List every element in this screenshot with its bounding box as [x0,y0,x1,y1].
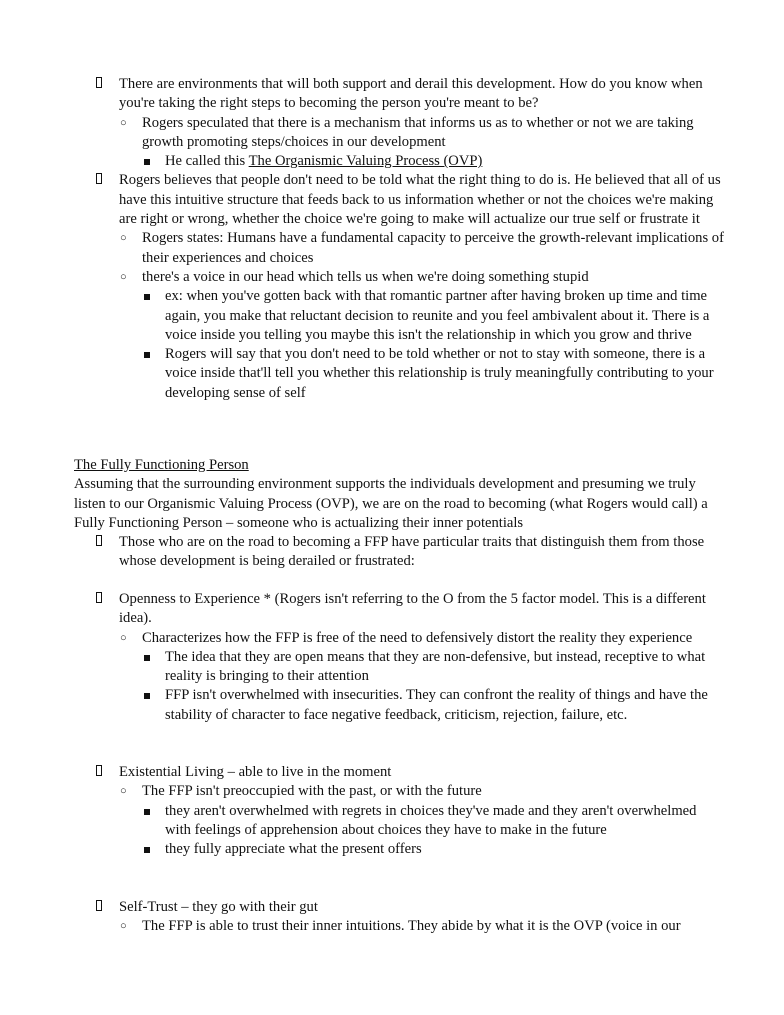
ffp-heading: The Fully Functioning Person [74,457,249,473]
list-item [0,898,784,917]
circle-bullet-icon: ○ [120,785,127,798]
list-item [0,629,784,648]
square-bullet-icon [144,159,150,165]
item-text: There are environments that will both support and derail this development. How do you know when you're taking the right steps to becoming the person you're meant to be? [119,76,703,112]
list-item [0,782,784,801]
list-item [0,268,784,287]
item-text: they aren't overwhelmed with regrets in choices they've made and they aren't overwhelmed with feelings of apprehension about choices they have to make in the future [165,802,697,838]
square-bullet-icon [144,847,150,853]
paragraph: Assuming that the surrounding environment supports the individuals development and presuming we truly listen to our Organismic Valuing Process (OVP), we are on the road to becoming (what Rogers would call) a Fully Functioning Person – someone who is actualizing their inner potentials [74,476,708,531]
circle-bullet-icon: ○ [120,232,127,245]
circle-bullet-icon: ○ [120,116,127,129]
list-item [0,686,784,725]
list-item [0,648,784,687]
circle-bullet-icon: ○ [120,270,127,283]
square-bullet-icon [144,352,150,358]
list-item [0,114,784,153]
ffp-section [0,456,784,572]
item-text: there's a voice in our head which tells us when we're doing something stupid [142,268,589,285]
list-item [0,229,784,268]
list-item [0,171,784,229]
box-bullet-icon [95,533,104,547]
item-text: ex: when you've gotten back with that romantic partner after having broken up time and time again, you make that reluctant decision to reunite and you feel ambivalent about it. There is a voice inside you telling you maybe this isn't the relationship in which you grow and thrive [165,288,710,343]
list-item [0,75,784,114]
item-text: Existential Living – able to live in the moment [119,764,392,780]
item-text: He called this [165,153,249,170]
list-item [0,802,784,841]
list-item [0,917,784,936]
item-text: they fully appreciate what the present offers [165,841,422,858]
list-item [0,590,784,629]
box-bullet-icon [95,763,104,777]
list-item [0,287,784,345]
list-item [0,763,784,782]
list-item [0,533,784,572]
ovp-term: The Organismic Valuing Process (OVP) [248,153,483,170]
item-text: The idea that they are open means that they are non-defensive, but instead, receptive to what reality is bringing to their attention [165,648,706,685]
square-bullet-icon [144,655,150,661]
box-bullet-icon [95,590,104,604]
square-bullet-icon [144,693,150,699]
list-item [0,345,784,403]
item-text: Openness to Experience * (Rogers isn't referring to the O from the 5 factor model. This is a different idea). [119,591,706,627]
selftrust-section [0,898,784,937]
item-text: The FFP isn't preoccupied with the past, or with the future [142,783,482,800]
item-text: Rogers will say that you don't need to be told whether or not to stay with someone, there is a voice inside that'll tell you whether this relationship is truly meaningfully contributing to your developing sense of self [165,346,714,401]
item-text: Those who are on the road to becoming a FFP have particular traits that distinguish them from those whose development is being derailed or frustrated: [119,534,705,570]
item-text: Rogers states: Humans have a fundamental capacity to perceive the growth-relevant implications of their experiences and choices [142,230,724,266]
item-text: Characterizes how the FFP is free of the need to defensively distort the reality they experience [142,629,693,646]
square-bullet-icon [144,809,150,815]
existential-section [0,763,784,859]
item-text: Rogers speculated that there is a mechanism that informs us as to whether or not we are taking growth promoting steps/choices in our development [142,114,694,150]
openness-section [0,590,784,725]
ovp-section [0,75,784,403]
list-item [0,840,784,859]
item-text: Self-Trust – they go with their gut [119,899,318,915]
item-text: The FFP is able to trust their inner intuitions. They abide by what it is the OVP (voice in our [142,918,681,935]
circle-bullet-icon: ○ [120,920,127,933]
box-bullet-icon [95,171,104,185]
list-item [0,152,784,171]
section-heading [0,456,784,475]
circle-bullet-icon: ○ [120,631,127,644]
box-bullet-icon [95,898,104,912]
item-text: FFP isn't overwhelmed with insecurities. They can confront the reality of things and have the stability of character to face negative feedback, criticism, rejection, failure, etc. [165,687,708,723]
box-bullet-icon [95,75,104,89]
square-bullet-icon [144,294,150,300]
item-text: Rogers believes that people don't need to be told what the right thing to do is. He believed that all of us have this intuitive structure that feeds back to us information whether or not the choices we're making are right or wrong, whether the choice we're going to make will actualize our true self or frustrate it [119,172,721,228]
